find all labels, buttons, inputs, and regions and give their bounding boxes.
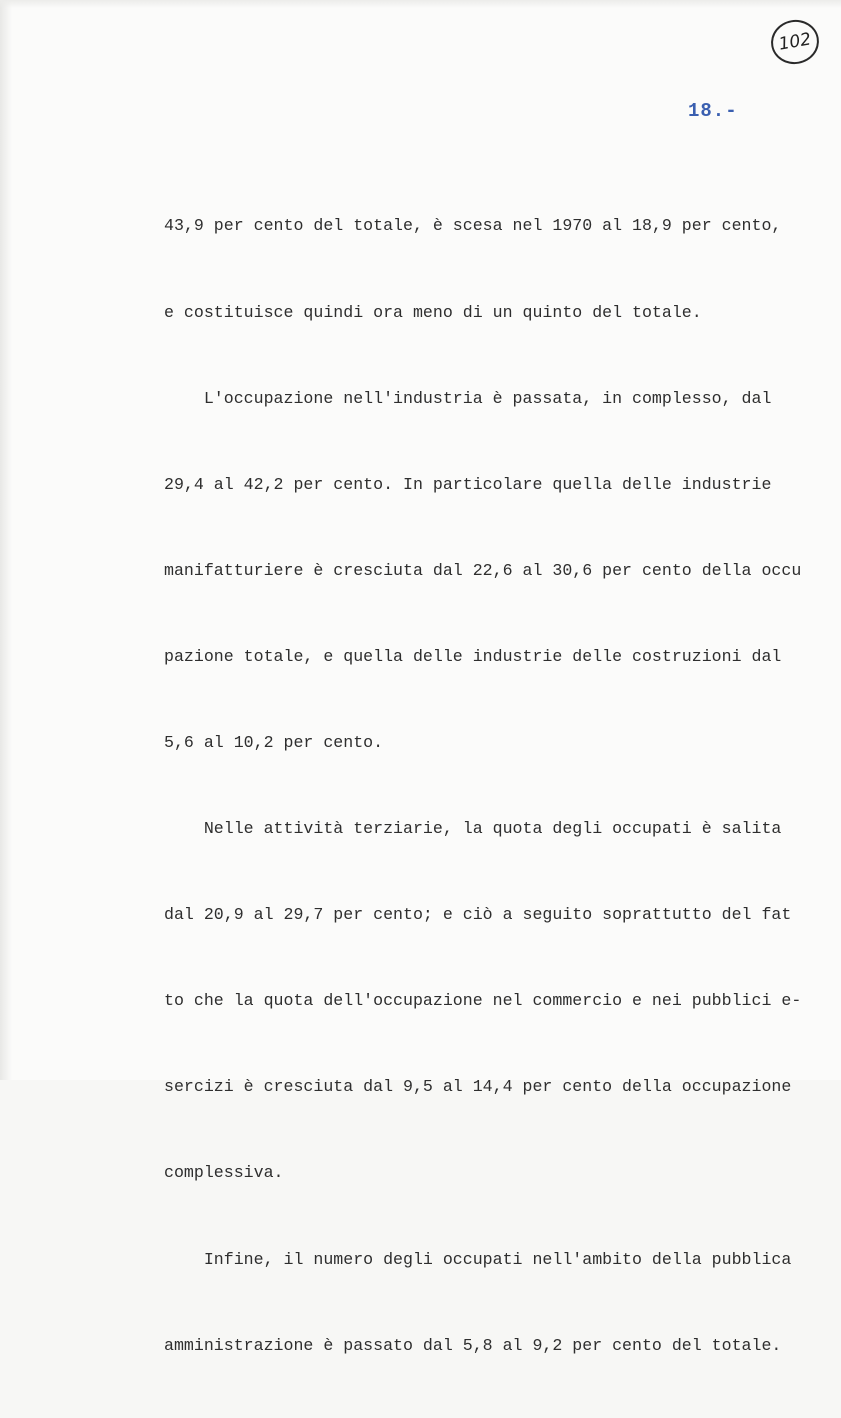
page-edge-shadow [0, 0, 12, 1080]
text-line: 5,6 al 10,2 per cento. [164, 732, 384, 752]
text-line: L'occupazione nell'industria è passata, in complesso, dal [164, 388, 772, 408]
text-line: sercizi è cresciuta dal 9,5 al 14,4 per cento della occupazione [164, 1077, 792, 1097]
text-line: amministrazione è passato dal 5,8 al 9,2 per cento del totale. [164, 1335, 782, 1355]
text-line: e costituisce quindi ora meno di un quinto del totale. [164, 302, 702, 322]
text-line: pazione totale, e quella delle industrie delle costruzioni dal [164, 646, 782, 666]
page-top-shadow [0, 0, 841, 8]
text-line: Nelle attività terziarie, la quota degli occupati è salita [164, 819, 782, 839]
text-line: manifatturiere è cresciuta dal 22,6 al 30,6 per cento della occu [164, 560, 802, 580]
typewritten-body [164, 155, 824, 1418]
page-number: 18.- [688, 100, 738, 122]
text-line: complessiva. [164, 1163, 284, 1183]
text-line: 29,4 al 42,2 per cento. In particolare quella delle industrie [164, 474, 772, 494]
text-line: dal 20,9 al 29,7 per cento; e ciò a seguito soprattutto del fat [164, 905, 792, 925]
text-line: 43,9 per cento del totale, è scesa nel 1970 al 18,9 per cento, [164, 216, 782, 236]
handwritten-page-stamp: 102 [768, 16, 823, 68]
text-line: to che la quota dell'occupazione nel commercio e nei pubblici e- [164, 991, 802, 1011]
text-line: Infine, il numero degli occupati nell'ambito della pubblica [164, 1249, 792, 1269]
